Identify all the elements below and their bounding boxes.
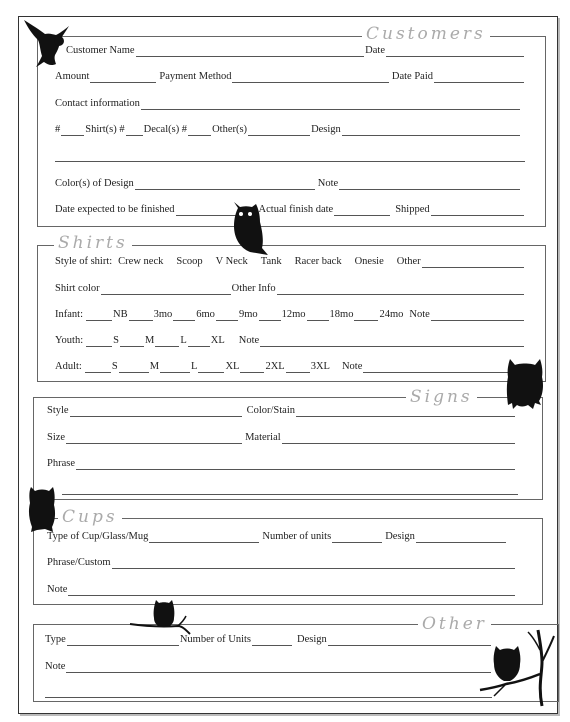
phrase-field[interactable] — [76, 460, 515, 470]
style-option-onesie[interactable]: Onesie — [354, 256, 384, 267]
youth-size-s: S — [113, 335, 119, 346]
infant-size-24mo: 24mo — [379, 309, 404, 320]
other-units-label: Number of Units — [179, 634, 252, 645]
adult-size-s: S — [111, 361, 118, 372]
infant-size-12mo: 12mo — [281, 309, 306, 320]
design-label: Design — [311, 124, 341, 135]
standing-owl-icon — [28, 485, 56, 533]
infant-24mo-field[interactable] — [354, 311, 378, 321]
customers-heading: Customers — [362, 25, 490, 43]
other-design-label: Design — [297, 634, 327, 645]
date-expected-label: Date expected to be finished — [55, 204, 175, 215]
phrase-custom-label: Phrase/Custom — [47, 557, 111, 568]
cup-design-label: Design — [385, 531, 415, 542]
other-units-field[interactable] — [252, 636, 292, 646]
infant-size-nb: NB — [113, 309, 128, 320]
youth-s-field[interactable] — [86, 337, 112, 347]
phrase-custom-field[interactable] — [112, 559, 515, 569]
shirts-section — [37, 233, 546, 382]
shipped-label: Shipped — [395, 204, 430, 215]
customer-name-label: Customer Name — [66, 45, 135, 56]
phrase-label: Phrase — [47, 458, 75, 469]
adult-s-field[interactable] — [85, 363, 111, 373]
customers-extra-line[interactable] — [55, 161, 525, 162]
infant-note-field[interactable] — [431, 311, 524, 321]
adult-note-field[interactable] — [363, 363, 524, 373]
adult-note-label: Note — [341, 361, 363, 372]
cup-design-field[interactable] — [416, 533, 506, 543]
infant-size-9mo: 9mo — [238, 309, 258, 320]
payment-method-label: Payment Method — [159, 71, 232, 82]
owl-on-branch-icon — [128, 596, 192, 636]
signs-section — [33, 387, 543, 500]
cup-note-label: Note — [47, 584, 68, 595]
infant-size-6mo: 6mo — [196, 309, 215, 320]
sign-style-field[interactable] — [70, 407, 242, 417]
other-note-label: Note — [45, 661, 66, 672]
other-info-field[interactable] — [277, 285, 524, 295]
infant-size-3mo: 3mo — [153, 309, 173, 320]
adult-xl-field[interactable] — [198, 363, 224, 373]
perched-owl-icon — [506, 357, 544, 413]
infant-9mo-field[interactable] — [216, 311, 238, 321]
date-label: Date — [365, 45, 385, 56]
adult-size-m: M — [149, 361, 160, 372]
number-label: # — [55, 124, 61, 135]
date-paid-field[interactable] — [434, 73, 524, 83]
other-extra-line[interactable] — [45, 697, 492, 698]
other-design-field[interactable] — [328, 636, 491, 646]
cup-note-field[interactable] — [68, 586, 515, 596]
signs-heading: Signs — [406, 388, 477, 406]
youth-xl-field[interactable] — [188, 337, 210, 347]
decals-count-label: Decal(s) # — [143, 124, 188, 135]
signs-extra-line[interactable] — [62, 494, 518, 495]
owl-on-tree-icon — [476, 628, 556, 708]
others-count-label: Other(s) — [212, 124, 248, 135]
other-type-label: Type — [45, 634, 66, 645]
number-field[interactable] — [61, 126, 84, 136]
youth-size-xl: XL — [210, 335, 225, 346]
amount-field[interactable] — [90, 73, 156, 83]
adult-m-field[interactable] — [119, 363, 149, 373]
adult-size-xl: XL — [225, 361, 240, 372]
other-info-label: Other Info — [231, 283, 276, 294]
adult-size-l: L — [191, 361, 198, 372]
shirt-color-field[interactable] — [101, 285, 231, 295]
decals-count-field[interactable] — [188, 126, 211, 136]
others-count-field[interactable] — [248, 126, 310, 136]
style-option-v-neck[interactable]: V Neck — [215, 256, 248, 267]
shirts-count-field[interactable] — [126, 126, 143, 136]
style-of-shirt-label: Style of shirt: — [55, 256, 113, 267]
design-field[interactable] — [342, 126, 520, 136]
style-option-crew-neck[interactable]: Crew neck — [118, 256, 164, 267]
sign-size-field[interactable] — [66, 434, 242, 444]
infant-label: Infant: — [55, 309, 83, 320]
actual-finish-date-label: Actual finish date — [258, 204, 334, 215]
shirts-heading: Shirts — [54, 234, 132, 252]
other-heading: Other — [418, 615, 491, 633]
infant-size-18mo: 18mo — [329, 309, 354, 320]
sign-size-label: Size — [47, 432, 66, 443]
sign-style-label: Style — [47, 405, 69, 416]
adult-label: Adult: — [55, 361, 82, 372]
infant-note-label: Note — [409, 309, 430, 320]
cup-type-label: Type of Cup/Glass/Mug — [47, 531, 149, 542]
adult-size-2xl: 2XL — [265, 361, 285, 372]
shirts-count-label: Shirt(s) # — [85, 124, 125, 135]
date-paid-label: Date Paid — [391, 71, 433, 82]
adult-2xl-field[interactable] — [240, 363, 264, 373]
note-label: Note — [317, 178, 339, 189]
sitting-owl-icon — [228, 198, 272, 256]
date-field[interactable] — [386, 47, 524, 57]
contact-information-field[interactable] — [141, 100, 520, 110]
colors-of-design-field[interactable] — [135, 180, 315, 190]
adult-l-field[interactable] — [160, 363, 190, 373]
style-option-scoop[interactable]: Scoop — [176, 256, 203, 267]
customer-name-field[interactable] — [136, 47, 365, 57]
customers-section — [37, 24, 546, 227]
style-other-field[interactable] — [422, 258, 524, 268]
contact-information-label: Contact information — [55, 98, 140, 109]
infant-18mo-field[interactable] — [307, 311, 329, 321]
payment-method-field[interactable] — [232, 73, 388, 83]
youth-m-field[interactable] — [120, 337, 144, 347]
youth-label: Youth: — [55, 335, 84, 346]
youth-size-l: L — [180, 335, 187, 346]
youth-l-field[interactable] — [155, 337, 179, 347]
style-option-racer-back[interactable]: Racer back — [294, 256, 342, 267]
material-label: Material — [245, 432, 281, 443]
cups-heading: Cups — [58, 508, 122, 526]
youth-note-label: Note — [238, 335, 260, 346]
colors-of-design-label: Color(s) of Design — [55, 178, 134, 189]
style-other-label: Other — [396, 256, 421, 267]
adult-3xl-field[interactable] — [286, 363, 310, 373]
other-note-field[interactable] — [66, 663, 491, 673]
youth-note-field[interactable] — [260, 337, 524, 347]
material-field[interactable] — [282, 434, 515, 444]
youth-size-m: M — [144, 335, 155, 346]
amount-label: Amount — [55, 71, 90, 82]
cup-units-label: Number of units — [262, 531, 332, 542]
color-stain-label: Color/Stain — [246, 405, 296, 416]
infant-6mo-field[interactable] — [173, 311, 195, 321]
infant-nb-field[interactable] — [86, 311, 112, 321]
cups-section — [33, 507, 543, 605]
shipped-field[interactable] — [431, 206, 524, 216]
adult-size-3xl: 3XL — [310, 361, 330, 372]
infant-3mo-field[interactable] — [129, 311, 153, 321]
other-type-field[interactable] — [67, 636, 179, 646]
flying-owl-icon — [22, 18, 70, 68]
shirt-color-label: Shirt color — [55, 283, 100, 294]
actual-finish-date-field[interactable] — [334, 206, 390, 216]
note-field[interactable] — [339, 180, 520, 190]
infant-12mo-field[interactable] — [259, 311, 281, 321]
color-stain-field[interactable] — [296, 407, 515, 417]
style-option-tank[interactable]: Tank — [260, 256, 282, 267]
cup-type-field[interactable] — [149, 533, 259, 543]
cup-units-field[interactable] — [332, 533, 382, 543]
